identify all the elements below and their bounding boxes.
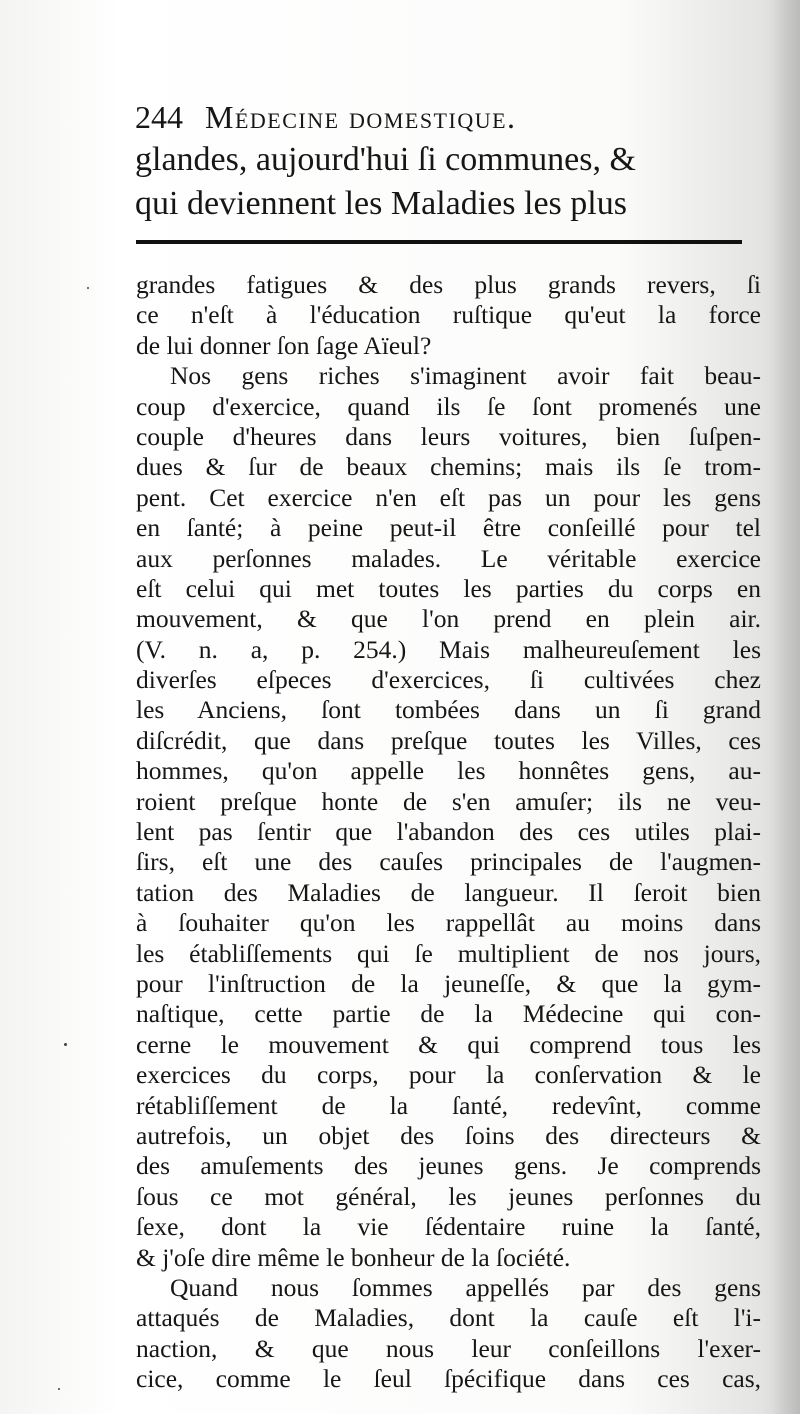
text-line: coup d'exercice, quand ils ſe ſont promenés une <box>136 391 761 421</box>
text-line: couple d'heures dans leurs voitures, bien ſuſpen- <box>136 421 761 451</box>
horizontal-rule <box>136 240 742 244</box>
body-text <box>136 270 761 1394</box>
text-line: des amuſements des jeunes gens. Je comprends <box>136 1151 761 1181</box>
text-line: diverſes eſpeces d'exercices, ſi cultivées chez <box>136 665 761 695</box>
text-line: les établiſſements qui ſe multiplient de nos jours, <box>136 938 761 968</box>
text-line: rétabliſſement de la ſanté, redevînt, comme <box>136 1090 761 1120</box>
text-line: grandes fatigues & des plus grands revers, ſi <box>136 270 761 299</box>
running-title: Médecine domestique. <box>205 99 517 135</box>
page-gutter-shadow <box>772 0 800 1414</box>
text-line: lent pas ſentir que l'abandon des ces utiles plai- <box>136 817 761 847</box>
text-line: ſous ce mot général, les jeunes perſonnes du <box>136 1181 761 1211</box>
text-line: eſt celui qui met toutes les parties du corps en <box>136 573 761 603</box>
text-line: & j'oſe dire même le bonheur de la ſociété. <box>136 1242 571 1272</box>
page-number: 244 <box>135 99 183 135</box>
text-line: en ſanté; à peine peut-il être conſeillé pour tel <box>136 513 761 543</box>
paper-speck <box>64 1043 67 1046</box>
text-line: autrefois, un objet des ſoins des directeurs & <box>136 1120 761 1150</box>
continued-line: glandes, aujourd'hui ſi communes, & <box>135 141 636 178</box>
text-line: hommes, qu'on appelle les honnêtes gens, au- <box>136 756 761 786</box>
text-line: naction, & que nous leur conſeillons l'exer- <box>136 1333 761 1363</box>
text-line: roient preſque honte de s'en amuſer; ils ne veu- <box>136 786 761 816</box>
text-line: les Anciens, ſont tombées dans un ſi grand <box>136 695 761 725</box>
text-line: Quand nous ſommes appellés par des gens <box>170 1272 761 1302</box>
text-line: pent. Cet exercice n'en eſt pas un pour les gens <box>136 482 761 512</box>
continued-line: qui deviennent les Maladies les plus <box>135 185 627 222</box>
text-line: mouvement, & que l'on prend en plein air. <box>136 604 761 634</box>
text-line: cerne le mouvement & qui comprend tous les <box>136 1029 761 1059</box>
text-line: pour l'inſtruction de la jeuneſſe, & que la gym- <box>136 968 761 998</box>
text-line: ſirs, eſt une des cauſes principales de l'augmen- <box>136 847 761 877</box>
text-line: diſcrédit, que dans preſque toutes les Villes, ces <box>136 725 761 755</box>
text-line: ſexe, dont la vie ſédentaire ruine la ſanté, <box>136 1212 761 1242</box>
text-line: de lui donner ſon ſage Aïeul? <box>136 330 432 360</box>
text-line: (V. n. a, p. 254.) Mais malheureuſement les <box>136 634 761 664</box>
running-header <box>135 96 755 138</box>
text-line: Nos gens riches s'imaginent avoir fait beau- <box>170 361 761 391</box>
text-line: attaqués de Maladies, dont la cauſe eſt l'i- <box>136 1303 761 1333</box>
text-line: aux perſonnes malades. Le véritable exercice <box>136 543 761 573</box>
text-line: ce n'eſt à l'éducation ruſtique qu'eut la force <box>136 300 761 330</box>
text-line: exercices du corps, pour la conſervation & le <box>136 1060 761 1090</box>
text-line: tation des Maladies de langueur. Il ſeroit bien <box>136 877 761 907</box>
text-line: à ſouhaiter qu'on les rappellât au moins dans <box>136 908 761 938</box>
paper-speck <box>87 287 89 289</box>
text-line: cice, comme le ſeul ſpécifique dans ces cas, <box>136 1364 761 1394</box>
paper-speck <box>58 1388 60 1390</box>
text-line: dues & ſur de beaux chemins; mais ils ſe trom- <box>136 452 761 482</box>
text-line: naſtique, cette partie de la Médecine qui con- <box>136 999 761 1029</box>
